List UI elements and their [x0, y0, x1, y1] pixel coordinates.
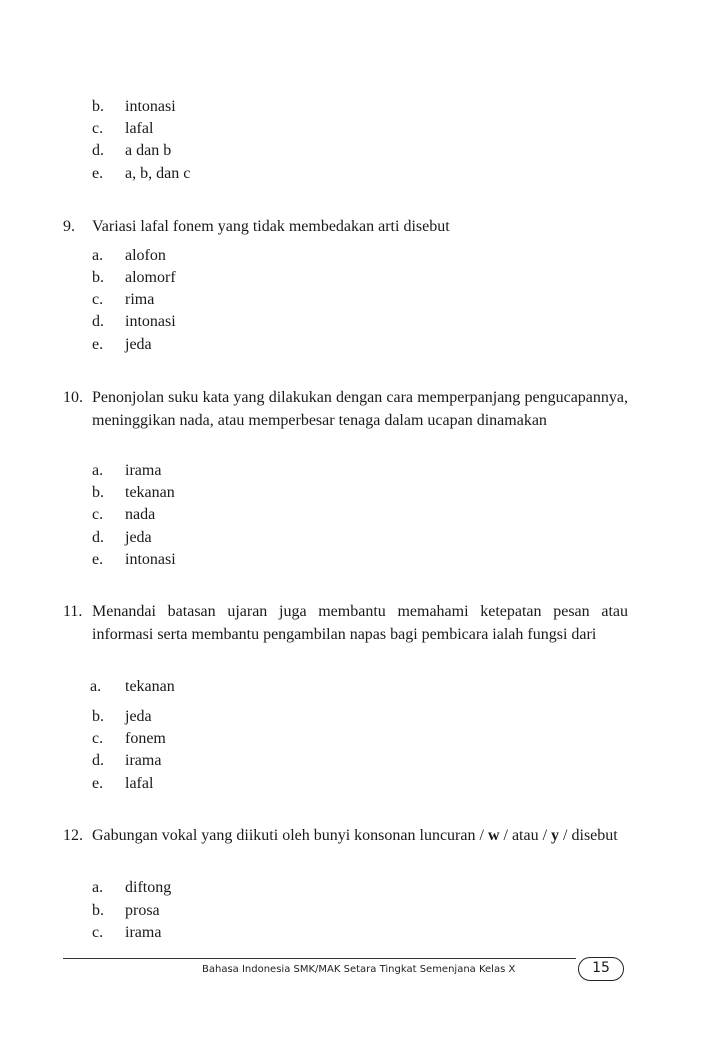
question-text: Menandai batasan ujaran juga membantu memahami ketepatan pesan atau informasi serta membantu pengambilan napas bagi pembicara ialah fungsi dari	[92, 603, 628, 643]
question-number: 11.	[63, 603, 83, 620]
question-text: Penonjolan suku kata yang dilakukan dengan cara memperpanjang pengucapannya, meninggikan nada, atau memperbesar tenaga dalam ucapan dinamakan	[92, 389, 628, 429]
question-text: Variasi lafal fonem yang tidak membedakan arti disebut	[92, 218, 450, 235]
document-page: b. intonasi c. lafal d. a dan b e. a, b, dan c 9. Variasi lafal fonem yang tidak membedakan arti disebut a. alofon b. alomorf c. rima d. intonasi e. jeda 10. Penonjolan suku kata yang dilakukan dengan cara memperpanjang pengucapannya, meninggikan nada, atau memperbesar tenaga dalam ucapan dinamakan a. irama b. tekanan c. nada d. jeda e. intonasi 11. Menandai batasan ujaran juga membantu memahami ketepatan pesan atau informasi serta membantu pengambilan napas bagi pembicara ialah fungsi dari a. tekanan b. jeda c. fonem d. irama e. lafal 12. Gabungan vokal yang diikuti oleh bunyi konsonan luncuran / w / atau / y / disebut a. diftong b. prosa c. irama Bahasa Indonesia SMK/MAK Setara Tingkat Semenjana Kelas X 15	[0, 0, 728, 1052]
page-number: 15	[578, 957, 624, 981]
footer-divider	[63, 958, 576, 959]
question-text: Gabungan vokal yang diikuti oleh bunyi konsonan luncuran / w / atau / y / disebut	[92, 827, 618, 844]
question-number: 12.	[63, 827, 83, 844]
footer-title: Bahasa Indonesia SMK/MAK Setara Tingkat Semenjana Kelas X	[202, 964, 516, 975]
question-number: 9.	[63, 218, 75, 235]
question-number: 10.	[63, 389, 83, 406]
